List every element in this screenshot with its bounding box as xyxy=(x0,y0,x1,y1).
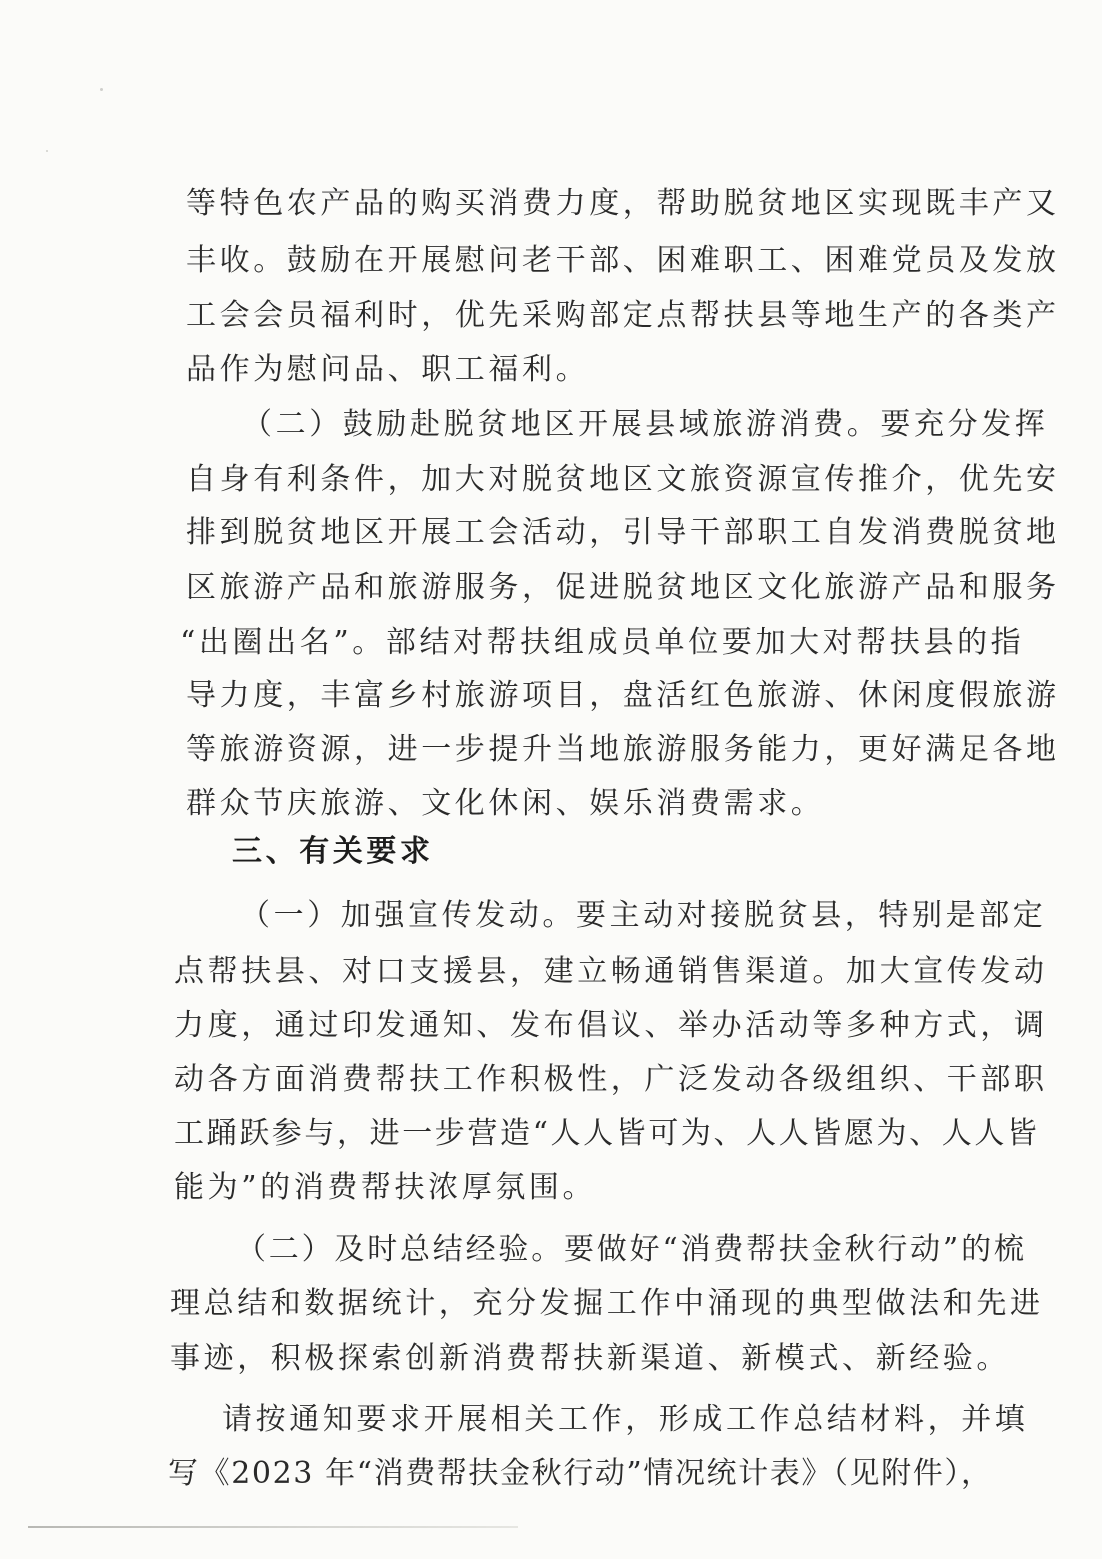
paragraph-line: （一）加强宣传发动。要主动对接脱贫县，特别是部定 xyxy=(240,898,1047,933)
paragraph-line: 品作为慰问品、职工福利。 xyxy=(186,352,590,387)
paragraph-line: 丰收。鼓励在开展慰问老干部、困难职工、困难党员及发放 xyxy=(186,243,1060,278)
paragraph-line: 力度，通过印发通知、发布倡议、举办活动等多种方式，调 xyxy=(174,1008,1048,1043)
paragraph-line: （二）鼓励赴脱贫地区开展县域旅游消费。要充分发挥 xyxy=(242,407,1049,442)
paragraph-line: 理总结和数据统计，充分发掘工作中涌现的典型做法和先进 xyxy=(170,1286,1044,1321)
paragraph-line: 能为”的消费帮扶浓厚氛围。 xyxy=(174,1170,597,1205)
paragraph-line: 工踊跃参与，进一步营造“人人皆可为、人人皆愿为、人人皆 xyxy=(174,1116,1040,1151)
scan-edge-line xyxy=(28,1526,518,1528)
paragraph-line: 自身有利条件，加大对脱贫地区文旅资源宣传推介，优先安 xyxy=(186,462,1060,497)
paragraph-line: 群众节庆旅游、文化休闲、娱乐消费需求。 xyxy=(186,786,825,821)
paragraph-line: 导力度，丰富乡村旅游项目，盘活红色旅游、休闲度假旅游 xyxy=(186,678,1060,713)
scan-speck xyxy=(46,150,48,152)
paragraph-line: 写《2023 年“消费帮扶金秋行动”情况统计表》（见附件）， xyxy=(168,1456,993,1491)
paragraph-line: （二）及时总结经验。要做好“消费帮扶金秋行动”的梳 xyxy=(236,1232,1027,1267)
paragraph-line: 工会会员福利时，优先采购部定点帮扶县等地生产的各类产 xyxy=(186,298,1060,333)
paragraph-line: “出圈出名”。部结对帮扶组成员单位要加大对帮扶县的指 xyxy=(180,625,1025,660)
paragraph-line: 排到脱贫地区开展工会活动，引导干部职工自发消费脱贫地 xyxy=(186,515,1060,550)
paragraph-line: 动各方面消费帮扶工作积极性，广泛发动各级组织、干部职 xyxy=(174,1062,1048,1097)
paragraph-line: 事迹，积极探索创新消费帮扶新渠道、新模式、新经验。 xyxy=(170,1341,1010,1376)
section-heading: 三、有关要求 xyxy=(232,834,434,869)
paragraph-line: 等旅游资源，进一步提升当地旅游服务能力，更好满足各地 xyxy=(186,732,1060,767)
paragraph-line: 请按通知要求开展相关工作，形成工作总结材料，并填 xyxy=(222,1402,1029,1437)
paragraph-line: 等特色农产品的购买消费力度，帮助脱贫地区实现既丰产又 xyxy=(186,186,1060,221)
paragraph-line: 点帮扶县、对口支援县，建立畅通销售渠道。加大宣传发动 xyxy=(174,954,1048,989)
scan-speck xyxy=(100,88,103,91)
paragraph-line: 区旅游产品和旅游服务，促进脱贫地区文化旅游产品和服务 xyxy=(186,570,1060,605)
